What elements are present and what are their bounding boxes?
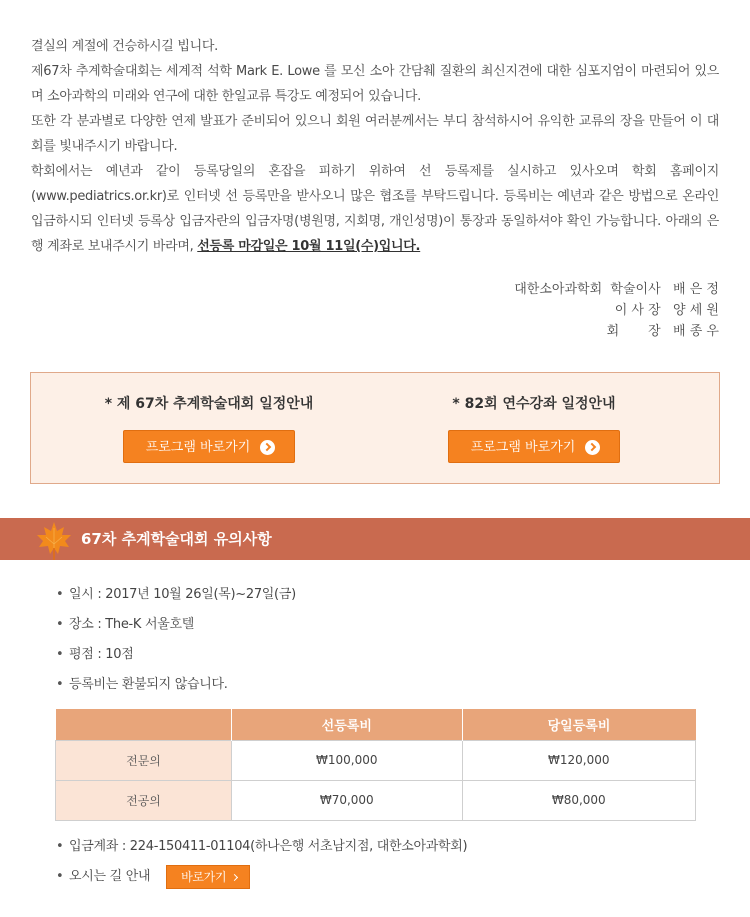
fee-preregistration-value: ₩100,000: [232, 740, 463, 780]
directions-label: 오시는 길 안내: [69, 869, 151, 884]
conference-schedule-title: * 제 67차 추계학술대회 일정안내: [104, 396, 314, 412]
fee-row-label: 전문의: [56, 740, 232, 780]
notice-section-header: [0, 518, 750, 560]
training-program-button[interactable]: [448, 430, 620, 463]
fee-row-label: 전공의: [56, 780, 232, 820]
signature-block: [514, 279, 719, 342]
directions-go-label: 바로가기: [181, 869, 227, 884]
fee-header-onsite: 당일등록비: [462, 709, 695, 740]
fee-table: [55, 709, 696, 821]
training-program-label: 프로그램 바로가기: [470, 440, 576, 455]
fee-header-preregistration: 선등록비: [232, 709, 463, 740]
arrow-circle-icon: [585, 440, 600, 455]
table-row: [56, 740, 696, 780]
intro-text: [31, 34, 719, 259]
fee-table-header: [56, 709, 696, 740]
intro-registration: [31, 159, 719, 259]
fee-onsite-value: ₩120,000: [462, 740, 695, 780]
notice-refund: • 등록비는 환불되지 않습니다.: [56, 672, 296, 702]
conference-program-label: 프로그램 바로가기: [145, 440, 251, 455]
signature-academic-director: 대한소아과학회 학술이사 배 은 정: [514, 282, 719, 297]
notice-credits: • 평점 : 10점: [56, 642, 296, 672]
conference-program-button[interactable]: [123, 430, 295, 463]
bank-account: • 입금계좌 : 224-150411-01104(하나은행 서초남지점, 대한소아과학회): [56, 834, 467, 864]
fee-preregistration-value: ₩70,000: [232, 780, 463, 820]
arrow-circle-icon: [260, 440, 275, 455]
schedule-box: [30, 372, 720, 484]
training-schedule: [414, 393, 654, 463]
intro-sessions: 또한 각 분과별로 다양한 연제 발표가 준비되어 있으니 회원 여러분께서는 부디 참석하시어 유익한 교류의 장을 만들어 이 대회를 빛내주시기 바랍니다.: [31, 114, 719, 154]
notice-date: • 일시 : 2017년 10월 26일(목)~27일(금): [56, 582, 296, 612]
conference-schedule: [89, 393, 329, 463]
payment-list: [56, 834, 467, 894]
directions-item: [56, 864, 467, 894]
fee-header-blank: [56, 709, 232, 740]
training-schedule-title: * 82회 연수강좌 일정안내: [452, 396, 616, 412]
signature-president: 회 장 배 종 우: [606, 324, 719, 339]
notice-title: 67차 추계학술대회 유의사항: [81, 530, 272, 548]
intro-symposium: 제67차 추계학술대회는 세계적 석학 Mark E. Lowe 를 모신 소아 간담췌 질환의 최신지견에 대한 심포지엄이 마련되어 있으며 소아과학의 미래와 연구에 대한 한일교류 특강도 예정되어 있습니다.: [31, 64, 719, 104]
notice-venue: • 장소 : The-K 서울호텔: [56, 612, 296, 642]
chevron-right-icon: [231, 873, 238, 880]
table-row: [56, 780, 696, 820]
intro-greeting: 결실의 계절에 건승하시길 빕니다.: [31, 39, 218, 54]
registration-deadline: 선등록 마감일은 10월 11일(수)입니다.: [197, 239, 421, 254]
maple-leaf-icon: [34, 520, 74, 560]
signature-chairman: 이 사 장 양 세 원: [614, 303, 719, 318]
notice-list: [56, 582, 296, 702]
fee-onsite-value: ₩80,000: [462, 780, 695, 820]
directions-go-button[interactable]: [166, 865, 250, 889]
intro-registration-text: 학회에서는 예년과 같이 등록당일의 혼잡을 피하기 위하여 선 등록제를 실시하고 있사오며 학회 홈페이지(www.pediatrics.or.kr)로 인터넷 선 등록만을 받사오니 많은 협조를 부탁드립니다. 등록비는 예년과 같은 방법으로 온라인 입금하시되 인터넷 등록상 입금자란의 입금자명(병원명, 지회명, 개인성명)이 통장과 동일하셔야 확인 가능합니다. 아래의 은행 계좌로 보내주시기 바라며,: [31, 164, 719, 254]
